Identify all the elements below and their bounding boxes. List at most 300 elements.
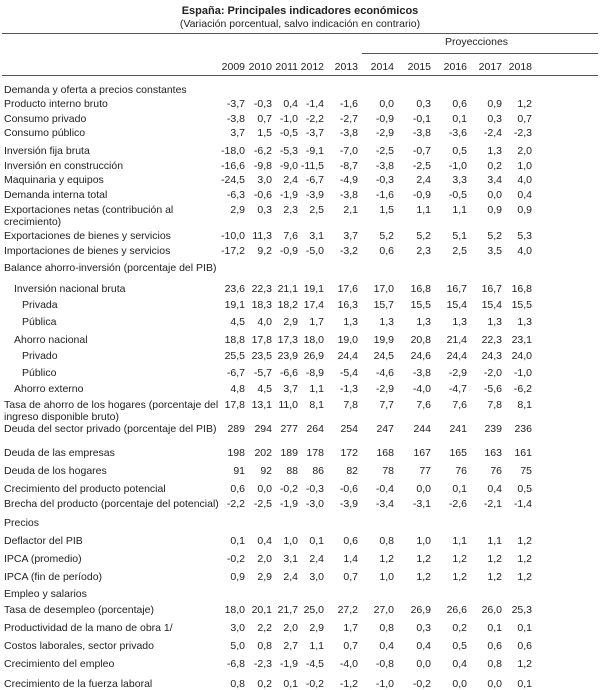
cell-2010: -5,7 [253, 367, 272, 379]
cell-2012: 3,1 [309, 230, 324, 242]
cell-2014: -0,8 [375, 658, 394, 670]
cell-2013: 82 [346, 465, 358, 477]
cell-2013: -3,8 [339, 127, 358, 139]
row-label: Privada [22, 299, 58, 311]
row-label: IPCA (fin de período) [4, 571, 103, 583]
cell-2016: 2,5 [452, 245, 467, 257]
cell-2018: 1,2 [517, 571, 532, 583]
cell-2009: -10,0 [221, 230, 245, 242]
row-label: Ahorro externo [14, 383, 84, 395]
cell-2009: 4,8 [230, 383, 245, 395]
cell-2013: 254 [340, 423, 358, 435]
cell-2010: 4,0 [257, 316, 272, 328]
row-label: Consumo privado [4, 113, 87, 125]
row-label: Deuda de los hogares [4, 465, 107, 477]
cell-2017: 3,5 [487, 245, 502, 257]
cell-2010: 2,2 [257, 622, 272, 634]
cell-2012: -11,5 [300, 160, 324, 172]
cell-2010: 17,8 [251, 334, 272, 346]
cell-2014: -2,9 [375, 127, 394, 139]
cell-2012: -0,3 [305, 483, 324, 495]
cell-2010: 11,3 [252, 230, 272, 242]
cell-2014: 17,0 [373, 283, 394, 295]
cell-2015: 20,8 [410, 334, 431, 346]
cell-2016: 1,1 [452, 204, 467, 216]
year-header-2012: 2012 [300, 61, 324, 73]
cell-2012: 8,1 [309, 399, 324, 411]
cell-2009: -3,7 [226, 98, 245, 110]
cell-2013: 7,8 [343, 399, 358, 411]
cell-2016: 1,2 [452, 553, 467, 565]
cell-2009: 289 [227, 423, 245, 435]
cell-2017: 0,8 [487, 658, 502, 670]
projections-rule [362, 53, 598, 54]
cell-2011: 0,1 [283, 678, 298, 690]
cell-2009: 3,7 [230, 127, 245, 139]
row-label: Importaciones de bienes y servicios [4, 245, 171, 257]
cell-2009: 18,0 [224, 604, 245, 616]
cell-2010: 18,3 [251, 299, 272, 311]
cell-2016: 0,0 [452, 678, 467, 690]
cell-2010: 4,5 [257, 383, 272, 395]
year-header-2011: 2011 [275, 61, 298, 73]
cell-2017: 0,4 [487, 483, 502, 495]
cell-2013: 2,1 [343, 204, 358, 216]
cell-2016: 0,5 [452, 145, 467, 157]
cell-2010: 22,3 [251, 283, 272, 295]
cell-2013: -7,0 [339, 145, 358, 157]
cell-2018: 23,1 [511, 334, 532, 346]
row-label: IPCA (promedio) [4, 553, 82, 565]
cell-2013: -1,2 [339, 678, 358, 690]
cell-2016: 3,3 [452, 174, 467, 186]
year-header-2010: 2010 [248, 61, 272, 73]
cell-2015: 167 [413, 447, 431, 459]
cell-2013: 17,6 [337, 283, 358, 295]
cell-2014: 1,5 [379, 204, 394, 216]
cell-2016: 76 [455, 465, 467, 477]
cell-2010: 13,1 [251, 399, 272, 411]
year-header-2013: 2013 [334, 61, 358, 73]
cell-2010: 294 [254, 423, 272, 435]
cell-2017: 0,0 [487, 678, 502, 690]
cell-2017: 7,8 [487, 399, 502, 411]
cell-2018: -1,4 [513, 498, 532, 510]
row-label: Brecha del producto (porcentaje del potencial) [4, 498, 219, 510]
cell-2012: 86 [312, 465, 324, 477]
cell-2015: 0,3 [416, 98, 431, 110]
cell-2017: 0,9 [487, 204, 502, 216]
cell-2015: 1,1 [416, 204, 431, 216]
cell-2012: 0,1 [309, 535, 324, 547]
cell-2010: 20,1 [251, 604, 272, 616]
cell-2015: -0,2 [412, 678, 431, 690]
cell-2010: 0,2 [257, 678, 272, 690]
cell-2015: 16,8 [410, 283, 431, 295]
cell-2015: 24,6 [410, 350, 431, 362]
cell-2009: -2,2 [226, 498, 245, 510]
cell-2013: -3,2 [339, 245, 358, 257]
row-label: Maquinaria y equipos [4, 174, 104, 186]
cell-2017: 0,1 [487, 622, 502, 634]
cell-2016: 26,6 [446, 604, 467, 616]
cell-2018: 0,7 [517, 113, 532, 125]
cell-2017: 5,2 [487, 230, 502, 242]
cell-2009: -6,8 [226, 658, 245, 670]
cell-2017: -2,0 [483, 367, 502, 379]
cell-2013: -0,6 [339, 483, 358, 495]
cell-2010: -2,3 [253, 658, 272, 670]
cell-2013: 1,3 [343, 316, 358, 328]
cell-2016: 0,6 [452, 98, 467, 110]
cell-2018: 2,0 [517, 145, 532, 157]
cell-2011: 1,0 [283, 535, 298, 547]
cell-2009: 0,8 [230, 678, 245, 690]
row-label: Tasa de desempleo (porcentaje) [4, 604, 155, 616]
row-label: Inversión fija bruta [4, 145, 90, 157]
cell-2011: 3,1 [283, 553, 298, 565]
cell-2013: 0,7 [343, 640, 358, 652]
cell-2018: 15,5 [511, 299, 532, 311]
cell-2017: 76 [490, 465, 502, 477]
cell-2015: 0,0 [416, 658, 431, 670]
cell-2013: -3,8 [339, 189, 358, 201]
cell-2017: 22,3 [481, 334, 502, 346]
cell-2017: 24,3 [481, 350, 502, 362]
row-label: Ahorro nacional [14, 334, 88, 346]
cell-2014: -0,9 [375, 113, 394, 125]
cell-2009: 0,1 [230, 535, 245, 547]
cell-2009: 91 [233, 465, 245, 477]
cell-2012: 19,1 [303, 283, 324, 295]
cell-2012: -3,7 [305, 127, 324, 139]
row-label: Tasa de ahorro de los hogares (porcentaje del ingreso disponible bruto) [4, 399, 219, 423]
cell-2016: -1,0 [448, 160, 467, 172]
cell-2011: 2,0 [283, 622, 298, 634]
cell-2014: 168 [376, 447, 394, 459]
cell-2011: 11,0 [278, 399, 298, 411]
row-label: Demanda interna total [4, 189, 108, 201]
cell-2010: 23,5 [251, 350, 272, 362]
cell-2014: 247 [376, 423, 394, 435]
cell-2012: -2,2 [305, 113, 324, 125]
cell-2010: 92 [260, 465, 272, 477]
cell-2016: 0,1 [452, 113, 467, 125]
cell-2017: 1,1 [487, 535, 502, 547]
cell-2009: 23,6 [224, 283, 245, 295]
year-header-2016: 2016 [443, 61, 467, 73]
cell-2017: -5,6 [483, 383, 502, 395]
cell-2014: -2,5 [375, 145, 394, 157]
cell-2011: -1,0 [279, 113, 298, 125]
row-label: Crecimiento del empleo [4, 658, 115, 670]
cell-2014: 15,7 [373, 299, 394, 311]
cell-2012: 17,4 [303, 299, 324, 311]
cell-2009: 0,9 [230, 571, 245, 583]
cell-2009: -6,7 [226, 367, 245, 379]
cell-2014: 1,0 [379, 571, 394, 583]
row-label: Inversión nacional bruta [14, 283, 126, 295]
cell-2017: -2,4 [483, 127, 502, 139]
cell-2012: 2,4 [309, 553, 324, 565]
cell-2011: -6,6 [279, 367, 298, 379]
cell-2018: 161 [514, 447, 532, 459]
year-header-2015: 2015 [407, 61, 431, 73]
cell-2012: -9,1 [305, 145, 324, 157]
cell-2015: 1,3 [416, 316, 431, 328]
cell-2014: 0,6 [379, 245, 394, 257]
table-title: España: Principales indicadores económicos [181, 5, 419, 17]
cell-2011: 21,7 [277, 604, 298, 616]
cell-2017: 1,2 [487, 571, 502, 583]
cell-2013: 19,0 [337, 334, 358, 346]
row-label: Exportaciones netas (contribución al crecimiento) [4, 204, 174, 228]
cell-2011: 2,4 [283, 174, 298, 186]
row-label: Precios [4, 517, 40, 529]
cell-2018: 1,2 [517, 658, 532, 670]
cell-2011: 3,7 [283, 383, 298, 395]
cell-2015: 2,4 [416, 174, 431, 186]
table-subtitle: (Variación porcentual, salvo indicación en contrario) [179, 18, 421, 30]
cell-2010: -0,3 [253, 98, 272, 110]
cell-2014: 0,4 [379, 640, 394, 652]
cell-2017: 3,4 [487, 174, 502, 186]
cell-2017: 15,4 [481, 299, 502, 311]
row-label: Privado [22, 350, 58, 362]
cell-2018: 1,3 [517, 316, 532, 328]
cell-2015: 244 [413, 423, 431, 435]
cell-2011: 21,1 [277, 283, 298, 295]
cell-2018: 8,1 [517, 399, 532, 411]
cell-2014: -3,8 [375, 160, 394, 172]
cell-2017: 0,9 [487, 98, 502, 110]
cell-2009: 0,6 [230, 483, 245, 495]
cell-2018: -1,0 [513, 367, 532, 379]
cell-2013: 1,7 [343, 622, 358, 634]
row-label: Consumo público [4, 127, 86, 139]
cell-2011: -1,9 [279, 189, 298, 201]
cell-2011: -0,5 [279, 127, 298, 139]
cell-2015: -4,0 [412, 383, 431, 395]
cell-2011: 2,7 [283, 640, 298, 652]
cell-2016: 0,4 [452, 658, 467, 670]
cell-2015: 15,5 [410, 299, 431, 311]
cell-2011: 2,4 [283, 571, 298, 583]
cell-2009: -24,5 [221, 174, 245, 186]
cell-2016: 0,2 [452, 622, 467, 634]
cell-2017: -2,1 [483, 498, 502, 510]
cell-2011: 7,6 [283, 230, 298, 242]
cell-2014: 0,0 [379, 98, 394, 110]
cell-2014: -4,6 [375, 367, 394, 379]
cell-2018: 0,1 [517, 622, 532, 634]
cell-2018: 25,3 [511, 604, 532, 616]
row-label: Costos laborales, sector privado [4, 640, 154, 652]
cell-2012: 26,9 [303, 350, 324, 362]
cell-2009: 2,9 [230, 204, 245, 216]
cell-2015: 2,3 [416, 245, 431, 257]
cell-2012: -3,0 [305, 498, 324, 510]
cell-2014: 0,8 [379, 622, 394, 634]
cell-2010: 202 [254, 447, 272, 459]
cell-2013: 27,2 [337, 604, 358, 616]
year-header-2017: 2017 [478, 61, 502, 73]
cell-2017: 0,6 [487, 640, 502, 652]
cell-2011: 0,4 [283, 98, 298, 110]
cell-2015: 5,2 [416, 230, 431, 242]
cell-2010: 0,3 [257, 204, 272, 216]
cell-2016: -0,5 [448, 189, 467, 201]
cell-2017: 1,3 [487, 145, 502, 157]
cell-2014: 0,8 [379, 535, 394, 547]
cell-2012: 264 [306, 423, 324, 435]
cell-2016: 0,5 [452, 640, 467, 652]
cell-2009: 17,8 [224, 399, 245, 411]
cell-2012: 25,0 [303, 604, 324, 616]
cell-2016: 21,4 [446, 334, 467, 346]
cell-2014: -1,6 [375, 189, 394, 201]
row-label: Deflactor del PIB [4, 535, 83, 547]
cell-2013: -1,3 [339, 383, 358, 395]
cell-2015: -2,5 [412, 160, 431, 172]
cell-2016: 5,1 [452, 230, 467, 242]
row-label: Productividad de la mano de obra 1/ [4, 622, 173, 634]
cell-2010: -0,6 [253, 189, 272, 201]
cell-2011: -1,9 [279, 658, 298, 670]
cell-2015: 0,4 [416, 640, 431, 652]
cell-2010: 0,0 [257, 483, 272, 495]
cell-2011: 2,9 [283, 316, 298, 328]
cell-2016: 1,3 [452, 316, 467, 328]
cell-2014: 1,3 [379, 316, 394, 328]
cell-2014: -0,4 [375, 483, 394, 495]
cell-2015: -0,7 [412, 145, 431, 157]
cell-2010: 3,0 [257, 174, 272, 186]
row-label: Balance ahorro-inversión (porcentaje del PIB) [4, 262, 217, 274]
cell-2015: 26,9 [410, 604, 431, 616]
cell-2016: -4,7 [448, 383, 467, 395]
cell-2014: -2,9 [375, 383, 394, 395]
cell-2014: 7,7 [379, 399, 394, 411]
row-label: Pública [22, 316, 57, 328]
row-label: Crecimiento del producto potencial [4, 483, 166, 495]
cell-2018: -2,3 [513, 127, 532, 139]
cell-2018: 4,0 [517, 174, 532, 186]
cell-2009: 4,5 [230, 316, 245, 328]
cell-2018: 16,8 [511, 283, 532, 295]
cell-2009: 18,8 [224, 334, 245, 346]
cell-2015: -0,9 [412, 189, 431, 201]
cell-2012: 2,9 [309, 622, 324, 634]
cell-2014: 24,5 [373, 350, 394, 362]
cell-2017: 16,7 [481, 283, 502, 295]
cell-2018: 1,2 [517, 553, 532, 565]
cell-2016: 15,4 [446, 299, 467, 311]
cell-2013: -3,9 [339, 498, 358, 510]
cell-2018: 0,1 [517, 678, 532, 690]
cell-2017: 1,3 [487, 316, 502, 328]
row-label: Público [22, 367, 57, 379]
cell-2010: 0,8 [257, 640, 272, 652]
cell-2012: -0,2 [305, 678, 324, 690]
cell-2018: 24,0 [511, 350, 532, 362]
cell-2015: -3,1 [412, 498, 431, 510]
cell-2012: 18,0 [303, 334, 324, 346]
year-header-2014: 2014 [370, 61, 394, 73]
cell-2018: 1,0 [517, 160, 532, 172]
cell-2018: 0,6 [517, 640, 532, 652]
row-label: Deuda de las empresas [4, 447, 115, 459]
cell-2018: 0,9 [517, 204, 532, 216]
cell-2016: 165 [449, 447, 467, 459]
cell-2013: -2,7 [339, 113, 358, 125]
cell-2015: 0,0 [416, 483, 431, 495]
cell-2011: 2,3 [283, 204, 298, 216]
cell-2016: -3,6 [448, 127, 467, 139]
cell-2016: -2,6 [448, 498, 467, 510]
cell-2013: -4,9 [339, 174, 358, 186]
cell-2012: -3,9 [305, 189, 324, 201]
cell-2010: 2,9 [257, 571, 272, 583]
cell-2011: -0,2 [279, 483, 298, 495]
cell-2012: -1,4 [305, 98, 324, 110]
cell-2018: 1,2 [517, 98, 532, 110]
cell-2012: -4,5 [305, 658, 324, 670]
cell-2013: -4,0 [339, 658, 358, 670]
cell-2013: -5,4 [339, 367, 358, 379]
cell-2011: -9,0 [279, 160, 298, 172]
cell-2010: -2,5 [253, 498, 272, 510]
cell-2016: 24,4 [446, 350, 467, 362]
cell-2016: 241 [449, 423, 467, 435]
cell-2013: -8,7 [339, 160, 358, 172]
cell-2015: 7,6 [416, 399, 431, 411]
cell-2015: 1,2 [416, 553, 431, 565]
cell-2017: 239 [484, 423, 502, 435]
cell-2013: 16,3 [337, 299, 358, 311]
cell-2015: 77 [419, 465, 431, 477]
cell-2018: 236 [514, 423, 532, 435]
cell-2012: 1,1 [309, 640, 324, 652]
cell-2016: 1,1 [452, 535, 467, 547]
cell-2012: -5,0 [305, 245, 324, 257]
cell-2015: 0,3 [416, 622, 431, 634]
cell-2015: 1,2 [416, 571, 431, 583]
cell-2013: 24,4 [337, 350, 358, 362]
cell-2011: 17,3 [277, 334, 298, 346]
row-label: Producto interno bruto [4, 98, 108, 110]
cell-2017: 0,3 [487, 113, 502, 125]
row-label: Demanda y oferta a precios constantes [4, 84, 187, 96]
cell-2018: 0,4 [517, 189, 532, 201]
top-rule [2, 33, 598, 34]
cell-2018: 75 [520, 465, 532, 477]
cell-2018: 1,2 [517, 535, 532, 547]
row-label: Inversión en construcción [4, 160, 124, 172]
cell-2010: -9,8 [253, 160, 272, 172]
cell-2009: 3,0 [230, 622, 245, 634]
cell-2012: -6,7 [305, 174, 324, 186]
cell-2011: -0,9 [279, 245, 298, 257]
cell-2012: 1,1 [309, 383, 324, 395]
row-label: Empleo y salarios [4, 588, 87, 600]
cell-2015: -3,8 [412, 127, 431, 139]
cell-2016: 0,1 [452, 483, 467, 495]
cell-2009: 198 [227, 447, 245, 459]
cell-2014: 78 [382, 465, 394, 477]
cell-2013: 1,4 [343, 553, 358, 565]
cell-2018: -6,2 [513, 383, 532, 395]
